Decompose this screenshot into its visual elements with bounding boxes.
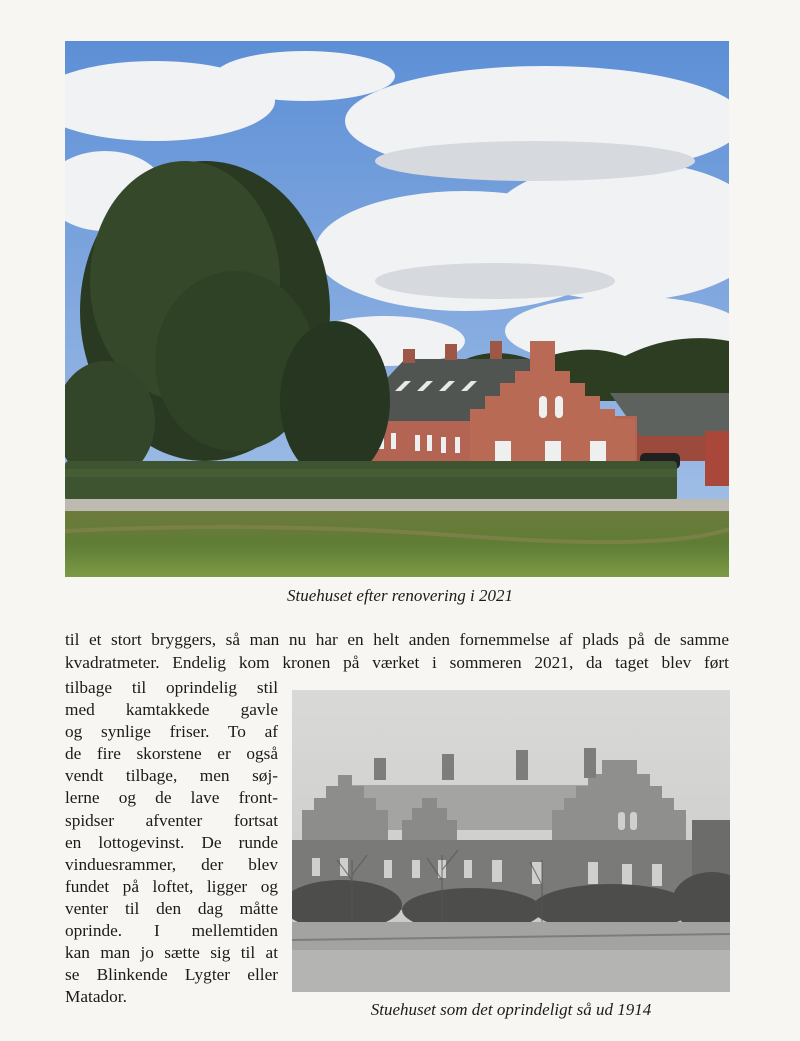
photo-caption-bottom: Stuehuset som det oprindeligt så ud 1914 — [370, 1000, 652, 1019]
column-line: de fire skorstene er også — [65, 744, 278, 764]
photo-caption-top: Stuehuset efter renovering i 2021 — [287, 586, 513, 605]
column-line: en lottogevinst. De runde — [65, 832, 278, 852]
column-line: Matador. — [65, 987, 127, 1007]
column-line: med kamtakkede gavle — [65, 700, 278, 720]
column-line: oprinde. I mellemtiden — [65, 921, 278, 941]
column-line: venter til den dag måtte — [65, 898, 278, 918]
column-line: se Blinkende Lygter eller — [65, 965, 278, 985]
column-line: vinduesrammer, der blev — [65, 854, 278, 874]
column-line: spidser afventer fortsat — [65, 810, 278, 830]
column-line: kan man jo sætte sig til at — [65, 943, 278, 963]
text-column — [65, 677, 278, 1008]
photo-original-farmhouse-1914 — [292, 690, 730, 992]
photo-renovated-farmhouse — [65, 41, 729, 577]
column-line: fundet på loftet, ligger og — [65, 876, 278, 896]
column-line: lerne og de lave front- — [65, 788, 278, 808]
column-line: tilbage til oprindelig stil — [65, 678, 278, 697]
body-text-line: kvadratmeter. Endelig kom kronen på værket i sommeren 2021, da taget blev ført — [65, 653, 729, 672]
body-text-line: til et stort bryggers, så man nu har en helt anden fornemmelse af plads på de samme — [65, 630, 729, 649]
column-line: og synlige friser. To af — [65, 722, 278, 742]
column-line: vendt tilbage, men søj- — [65, 766, 278, 786]
